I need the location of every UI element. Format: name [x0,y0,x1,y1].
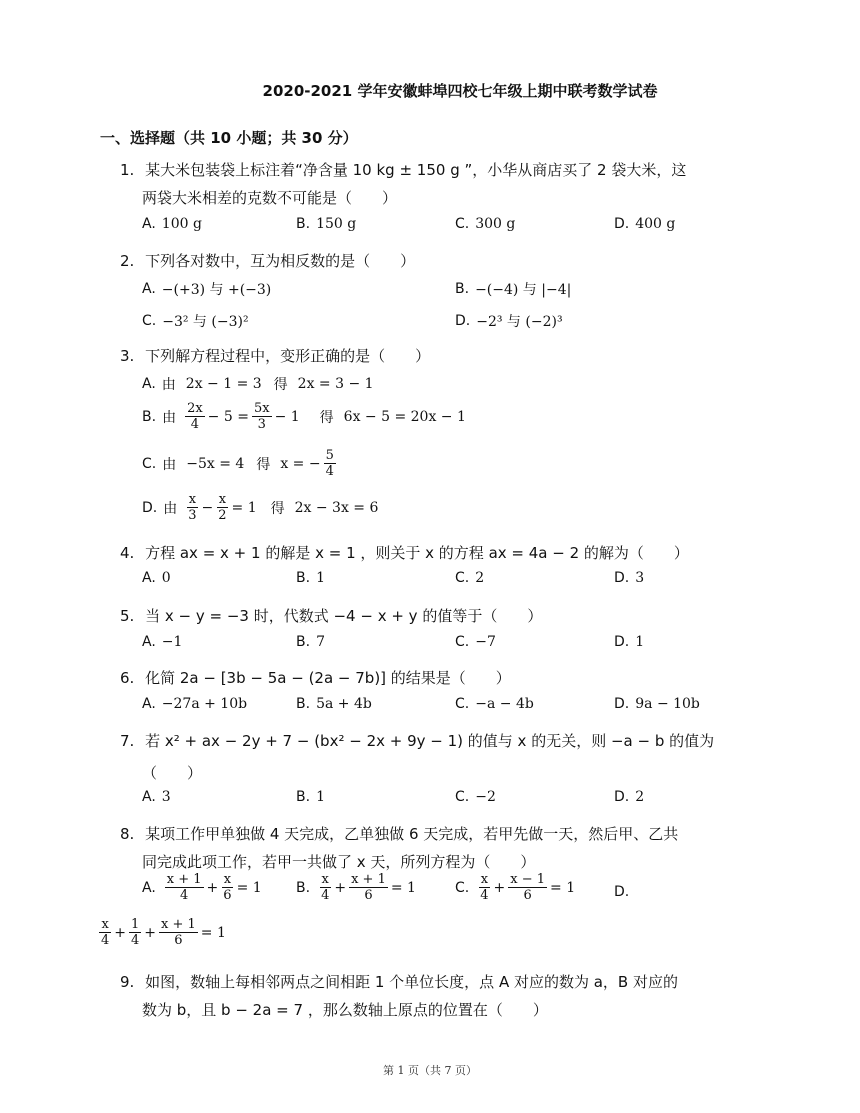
question-5 [120,605,542,626]
question-7-line2: （ ） [142,764,203,782]
question-number: 1. [120,161,135,179]
fraction: $\frac{5x}{3}$ [253,401,270,432]
question-1 [120,159,686,180]
question-4 [120,542,689,563]
q2-option-b[interactable]: B. −(−4) 与 |−4| [455,281,572,298]
q5-option-d[interactable]: D. 1 [614,634,645,650]
question-text: 方程 ax = x + 1 的解是 x = 1 ，则关于 x 的方程 ax = 4a − 2 的解为（ ） [145,544,689,562]
question-number: 6. [120,669,135,687]
question-7 [120,730,714,751]
question-9-line2: 数为 b，且 b − 2a = 7 ，那么数轴上原点的位置在（ ） [142,1001,548,1019]
question-text: 某大米包装袋上标注着“净含量 10 kg ± 150 g ”，小华从商店买了 2 袋大米，这 [145,161,687,179]
fraction: $\frac{5}{4}$ [325,448,334,479]
q3-option-a[interactable]: A. 由 2x − 1 = 3 得 2x = 3 − 1 [142,376,374,393]
fraction: $\frac{x}{2}$ [218,492,227,523]
question-number: 9. [120,973,135,991]
q1-option-d[interactable]: D. 400 g [614,216,676,232]
q3-option-d[interactable]: D. 由 $\frac{x}{3}$ − $\frac{x}{2}$ = 1 得 2x − 3x = 6 [142,492,379,523]
fraction: $\frac{x}{4}$ [101,917,110,948]
question-text: 下列各对数中，互为相反数的是（ ） [145,252,416,270]
question-text: 当 x − y = −3 时，代数式 −4 − x + y 的值等于（ ） [145,607,543,625]
question-number: 2. [120,252,135,270]
fraction: $\frac{x + 1}{6}$ [351,872,386,903]
page-footer: 第 1 页（共 7 页） [383,1064,477,1077]
q7-option-c[interactable]: C. −2 [455,789,496,805]
q1-option-c[interactable]: C. 300 g [455,216,516,232]
q6-option-a[interactable]: A. −27a + 10b [142,696,248,712]
question-text: 化简 2a − [3b − 5a − (2a − 7b)] 的结果是（ ） [145,669,511,687]
q7-option-a[interactable]: A. 3 [142,789,171,805]
fraction: $\frac{x}{3}$ [188,492,197,523]
q3-option-c[interactable]: C. 由 −5x = 4 得 x = − $\frac{5}{4}$ [142,448,334,479]
fraction: $\frac{x - 1}{6}$ [510,872,546,903]
question-number: 4. [120,544,135,562]
section-heading: 一、选择题（共 10 小题；共 30 分） [100,129,358,147]
q6-option-b[interactable]: B. 5a + 4b [296,696,372,712]
q5-option-c[interactable]: C. −7 [455,634,496,650]
q3-option-b[interactable]: B. 由 $\frac{2x}{4}$ − 5 = $\frac{5x}{3}$ − 1 得 6x − 5 = 20x − 1 [142,401,466,432]
question-2 [120,250,415,271]
q4-option-d[interactable]: D. 3 [614,570,645,586]
page-title: 2020-2021 学年安徽蚌埠四校七年级上期中联考数学试卷 [262,82,658,100]
question-number: 5. [120,607,135,625]
q2-option-c[interactable]: C. −3² 与 (−3)² [142,313,249,330]
question-text: 如图，数轴上每相邻两点之间相距 1 个单位长度，点 A 对应的数为 a，B 对应的 [145,973,678,991]
question-text: 某项工作甲单独做 4 天完成，乙单独做 6 天完成，若甲先做一天，然后甲、乙共 [145,825,679,843]
q2-option-d[interactable]: D. −2³ 与 (−2)³ [455,313,563,330]
q8-option-d[interactable]: D. [614,884,630,900]
q6-option-c[interactable]: C. −a − 4b [455,696,534,712]
q8-option-d-expression: $\frac{x}{4}$ + $\frac{1}{4}$ + $\frac{x + 1}{6}$ = 1 [101,917,226,948]
question-3 [120,345,430,366]
question-text: 下列解方程过程中，变形正确的是（ ） [145,347,431,365]
question-8-line2: 同完成此项工作，若甲一共做了 x 天，所列方程为（ ） [142,853,536,871]
fraction: $\frac{1}{4}$ [131,917,140,948]
question-1-line2: 两袋大米相差的克数不可能是（ ） [142,189,398,207]
question-number: 3. [120,347,135,365]
fraction: $\frac{x}{4}$ [321,872,330,903]
q2-option-a[interactable]: A. −(+3) 与 +(−3) [142,281,272,298]
q5-option-b[interactable]: B. 7 [296,634,325,650]
q7-option-d[interactable]: D. 2 [614,789,645,805]
q8-option-a[interactable]: A. $\frac{x + 1}{4}$ + $\frac{x}{6}$ = 1 [142,872,262,903]
question-9 [120,971,678,992]
q1-option-b[interactable]: B. 150 g [296,216,357,232]
fraction: $\frac{x + 1}{4}$ [166,872,202,903]
q7-option-b[interactable]: B. 1 [296,789,325,805]
q1-option-a[interactable]: A. 100 g [142,216,202,232]
q6-option-d[interactable]: D. 9a − 10b [614,696,700,712]
question-6 [120,667,511,688]
fraction: $\frac{x}{4}$ [480,872,489,903]
question-number: 8. [120,825,135,843]
q8-option-b[interactable]: B. $\frac{x}{4}$ + $\frac{x + 1}{6}$ = 1 [296,872,416,903]
fraction: $\frac{x + 1}{6}$ [161,917,196,948]
fraction: $\frac{x}{6}$ [223,872,232,903]
question-8 [120,823,678,844]
q4-option-c[interactable]: C. 2 [455,570,485,586]
q4-option-a[interactable]: A. 0 [142,570,171,586]
q4-option-b[interactable]: B. 1 [296,570,325,586]
q5-option-a[interactable]: A. −1 [142,634,183,650]
fraction: $\frac{2x}{4}$ [187,401,203,432]
question-number: 7. [120,732,135,750]
question-text: 若 x² + ax − 2y + 7 − (bx² − 2x + 9y − 1) 的值与 x 的无关，则 −a − b 的值为 [145,732,715,750]
q8-option-c[interactable]: C. $\frac{x}{4}$ + $\frac{x - 1}{6}$ = 1 [455,872,576,903]
